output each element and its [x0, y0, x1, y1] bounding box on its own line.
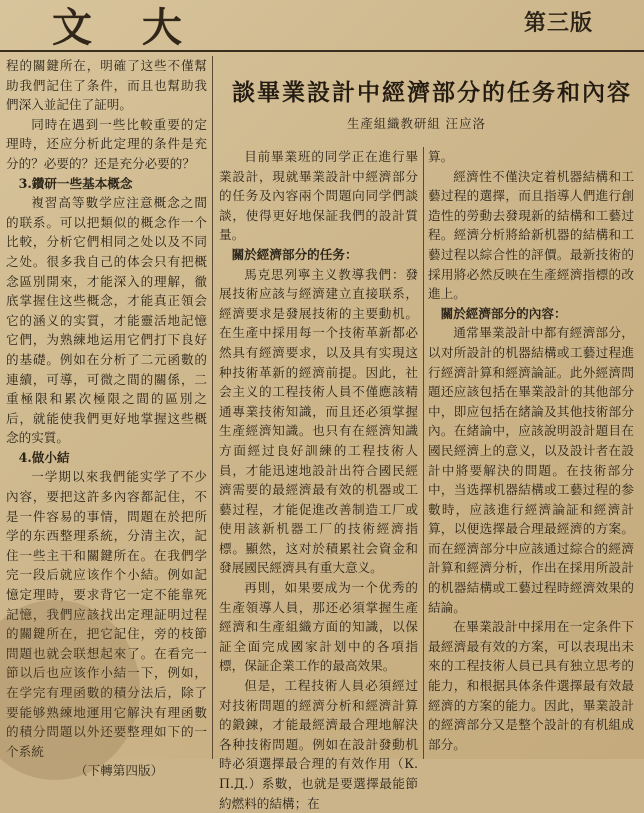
left-paragraph-2: 同時在遇到一些比較重要的定理時，还应分析此定理的条件是充分的？必要的？还是充分必要的？ [6, 116, 207, 171]
edition-label: 第三版 [524, 10, 594, 36]
right-paragraph-3: 通常畢業設計中都有經濟部分，以对所設計的机器結構或工藝过程進行經濟計算和經濟論証。此外經濟問題还应該包括在畢業設計的其他部分中，即应包括在緒論及其他技術部分內。在緒論中，应該說明設計題目在國民經濟上的意义，以及設计者在設計中將要解決的問題。在技術部分中，当选擇机器結構或工藝过程的参數時，应該進行經濟論証和經濟計算，以便选擇最合理最經濟的方案。而在經濟部分中应該通过綜合的經濟計算和經濟分析，作出在採用所設計的机器結構或工藝过程時經濟效果的結論。 [428, 325, 634, 615]
left-paragraph-4: 一学期以來我們能实学了不少內容，要把这許多內容都記住，不是一件容易的事情，問題在於把所学的东西整理系統，分清主次，記住一些主干和關鍵所在。在我們学完一段后就应该作个小結。例如記憶定理時，要求背它一定不能靠死記憶，我們应該找出定理証明过程的關鍵所在，把它記住，旁的枝節問題也就会联想起來了。在看完一節以后也应该作小結一下，例如，在学完有理函數的積分法后，除了要能够熟練地運用它解決有理函數的積分問題以外还要整理如下的一个系統 [6, 469, 207, 759]
masthead-title: 文 大 [52, 4, 200, 51]
right-paragraph-1: 算。 [428, 149, 454, 164]
left-section-heading-4: 4.做小結 [18, 449, 70, 465]
right-section-heading-1: 關於經濟部分的內容： [440, 305, 567, 321]
left-paragraph-3: 複習高等數学应注意概念之間的联系。可以把類似的概念作一个比較，分析它們相同之处以及不同之处。很多我自己的体会只有把概念區別開來，才能深入的理解，徹底掌握住这些概念，才能真正領会它的涵义的实質，才能靈活地記憶它們，为熟練地运用它們打下良好的基礎。例如在分析了二元函數的連續，可導，可微之間的關係，二重極限和累次極限之間的區別之后，就能使我們更好地掌握这些概念的实質。 [6, 195, 207, 446]
middle-section-heading-1: 關於經濟部分的任务： [231, 246, 358, 262]
right-column [428, 147, 634, 754]
column-divider-left [212, 56, 213, 759]
continued-note: （下轉第四版） [75, 763, 164, 779]
right-paragraph-4: 在畢業設計中採用在一定条件下最經濟最有效的方案，可以表現出未來的工程技術人員已具有独立思考的能力，和根据具体条件選擇最有效最經濟的方案的能力。因此，畢業設計的經濟部分又是整个設計的有机組成部分。 [428, 619, 634, 752]
middle-column [219, 147, 418, 813]
middle-paragraph-1: 目前畢業班的同学正在進行畢業設計，現就畢業設計中經濟部分的任务及內容兩个問題向同学們談談，使得更好地保証我們的設計質量。 [219, 149, 418, 243]
left-paragraph-1: 程的關鍵所在，明確了这些不僅幫助我們記住了条件，而且也幫助我們深入並記住了証明。 [6, 58, 207, 113]
column-divider-right [423, 147, 424, 759]
middle-paragraph-3: 再則，如果要成为一个优秀的生產領導人員，那还必須掌握生產經濟和生產組織方面的知識，以保証全面完成國家計划中的各項指標，保証企業工作的最高效果。 [219, 580, 418, 674]
left-section-heading-3: 3.鑽研一些基本概念 [18, 175, 133, 191]
article-byline: 生產組織教研組 汪应洛 [347, 116, 486, 131]
middle-paragraph-2: 馬克思列寧主义教導我們：發展技術应該与經濟建立直接联系，經濟要求是發展技術的主要動机。在生產中採用每一个技術革新都必然具有經濟要求，以及具有实現这种技術革新的經濟前提。因此，社会主义的工程技術人員不僅應該精通專業技術知識，而且还必須掌握生產經濟知識。也只有在經濟知識方面經过良好訓練的工程技術人員，才能迅速地設計出符合國民經濟需要的最經濟最有效的机器或工藝过程，才能促進改善制造工厂或使用該新机器工厂的技術經濟指標。顯然，这对於積累社会資金和發展國民經濟具有重大意义。 [219, 266, 418, 576]
article-headline: 談畢業設計中經濟部分的任务和內容 [232, 79, 632, 106]
masthead-rule [0, 50, 644, 52]
right-paragraph-2: 經濟性不僅決定着机器結構和工藝过程的選擇，而且指導人們進行創造性的勞動去發現新的結構和工藝过程。經濟分析將給新机器的結構和工藝过程以綜合性的評價。最新技術的採用將必然反映在生產經濟指標的改進上。 [428, 168, 634, 302]
middle-paragraph-4: 但是，工程技術人員必須經过对技術問題的經濟分析和經濟計算的鍛鍊，才能最經濟最合理地解決各种技術問題。例如在設計發動机時必須選擇最合理的有效作用（К.П.Д.）系數，也就是要選擇最能節約燃料的結構；在 [219, 678, 418, 811]
